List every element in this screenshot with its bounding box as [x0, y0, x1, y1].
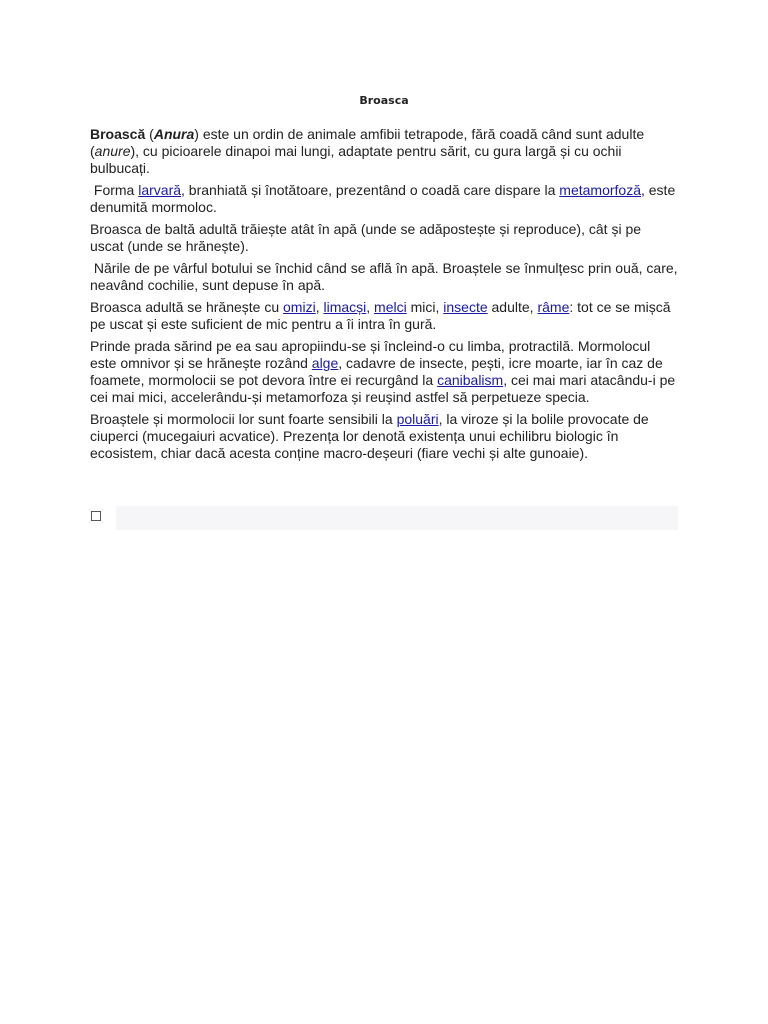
checkbox[interactable] — [91, 511, 101, 521]
text-fragment: Broaștele și mormolocii lor sunt foarte sensibili la — [90, 411, 397, 427]
paragraph-6 — [90, 338, 678, 406]
text-fragment: , cei mai mari atacându-i pe cei mai mici, accelerându-și metamorfoza și reușind astfel să perpetueze specia. — [90, 372, 676, 405]
link-canibalism[interactable]: canibalism — [437, 372, 504, 388]
text-fragment: , cadavre de insecte, pești, icre moarte, iar în caz de foamete, mormolocii se pot devora între ei recurgând la — [90, 355, 663, 388]
text-field[interactable] — [116, 506, 678, 530]
text-fragment: ), cu picioarele dinapoi mai lungi, adaptate pentru sărit, cu gura largă și cu ochii bulbucați. — [90, 143, 622, 176]
link-rame[interactable]: râme — [537, 299, 570, 315]
link-insecte[interactable]: insecte — [443, 299, 488, 315]
link-melci[interactable]: melci — [374, 299, 407, 315]
text-fragment: adulte, — [487, 299, 538, 315]
italic-term: anure — [94, 143, 131, 159]
document-body — [90, 126, 682, 467]
text-fragment: , la viroze și la bolile provocate de ciuperci (mucegaiuri acvatice). Prezența lor denotă existența unui echilibru biologic în ecosistem, chiar dacă acesta conține macro-deșeuri (fiare vechi și alte gunoaie). — [90, 411, 649, 461]
form-row — [90, 506, 678, 530]
document-title: Broasca — [359, 94, 409, 107]
text-fragment: ) este un ordin de animale amfibii tetrapode, fără coadă când sunt adulte ( — [90, 126, 645, 159]
text-fragment: mici, — [406, 299, 444, 315]
text-fragment: Broasca adultă se hrănește cu — [90, 299, 284, 315]
text-fragment: : tot ce se mișcă pe uscat și este suficient de mic pentru a îi intra în gură. — [90, 299, 671, 332]
paragraph-4 — [90, 260, 682, 294]
text-fragment: , branhiată și înotătoare, prezentând o coadă care dispare la — [181, 182, 560, 198]
link-poluari[interactable]: poluări — [396, 411, 439, 427]
paragraph-3: Broasca de baltă adultă trăiește atât în apă (unde se adăpostește și reproduce), cât și pe uscat (unde se hrănește). — [90, 221, 642, 254]
text-fragment: , — [366, 299, 375, 315]
term-broasca: Broască — [90, 126, 146, 142]
link-metamorfoza[interactable]: metamorfoză — [559, 182, 641, 198]
text-fragment: , este denumită mormoloc. — [90, 182, 676, 215]
text-fragment: , — [315, 299, 324, 315]
text-fragment: Nările de pe vârful botului se închid când se află în apă. Broaștele se înmulțesc prin ouă, care, neavând cochilie, sunt depuse în apă. — [90, 260, 682, 293]
paragraph-1 — [90, 126, 678, 177]
latin-name: Anura — [153, 126, 195, 142]
link-larvara[interactable]: larvară — [138, 182, 182, 198]
paragraph-5 — [90, 299, 678, 333]
paragraph-7 — [90, 411, 678, 462]
link-omizi[interactable]: omizi — [283, 299, 316, 315]
link-limacsi[interactable]: limacși — [323, 299, 367, 315]
text-fragment: Forma — [90, 182, 139, 198]
paragraph-2 — [90, 182, 678, 216]
link-alge[interactable]: alge — [311, 355, 339, 371]
text-fragment: ( — [145, 126, 154, 142]
text-fragment: Prinde prada sărind pe ea sau apropiindu-se și încleind-o cu limba, protractilă. Mormolocul este omnivor și se hrănește rozând — [90, 338, 651, 371]
